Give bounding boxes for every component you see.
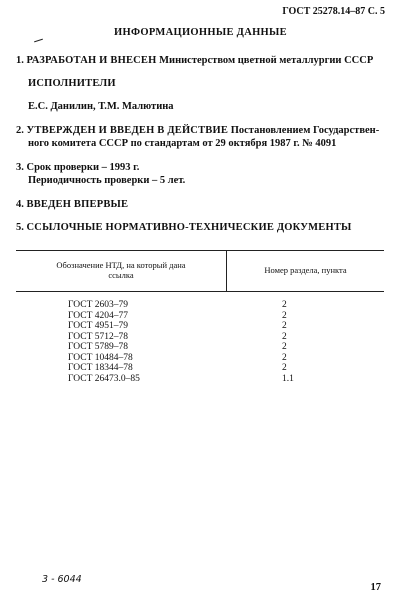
table-cell-ref: 2: [282, 363, 287, 373]
section-heading: УТВЕРЖДЕН И ВВЕДЕН В ДЕЙСТВИЕ: [26, 125, 229, 136]
document-code: ГОСТ 25278.14–87 С. 5: [282, 6, 385, 17]
table-cell-ref: 2: [282, 321, 287, 331]
table-cell-doc: ГОСТ 18344–78: [68, 363, 133, 373]
section-4: [16, 199, 128, 211]
section-heading: ССЫЛОЧНЫЕ НОРМАТИВНО-ТЕХНИЧЕСКИЕ ДОКУМЕНТЫ: [26, 222, 352, 233]
section-number: 1.: [16, 55, 24, 66]
section-number: 3.: [16, 162, 24, 173]
table-header-document: Обозначение НТД, на который дана ссылка: [56, 260, 186, 280]
executors-heading: ИСПОЛНИТЕЛИ: [28, 78, 116, 89]
table-cell-ref: 2: [282, 352, 287, 363]
table-cell-doc: ГОСТ 10484–78: [68, 352, 133, 363]
section-number: 4.: [16, 199, 24, 210]
table-cell-ref: 2: [282, 310, 287, 321]
table-cell-doc: ГОСТ 4951–79: [68, 321, 128, 331]
review-period: Периодичность проверки – 5 лет.: [28, 175, 186, 186]
page-number: 17: [370, 582, 381, 593]
authors: Е.С. Данилин, Т.М. Малютина: [28, 101, 174, 112]
section-text: Постановлением Государствен-: [230, 125, 380, 136]
section-number: 5.: [16, 222, 24, 233]
table-cell-ref: 2: [282, 331, 287, 342]
table-cell-ref: 2: [282, 342, 287, 352]
table-cell-doc: ГОСТ 5712–78: [68, 331, 128, 342]
handwritten-note: 3 - 6044: [42, 574, 82, 585]
table-cell-doc: ГОСТ 5789–78: [68, 342, 128, 352]
page-title: ИНФОРМАЦИОННЫЕ ДАННЫЕ: [114, 27, 287, 38]
section-text: Министерством цветной металлургии СССР: [159, 55, 374, 66]
review-term: Срок проверки – 1993 г.: [26, 162, 140, 173]
section-heading: ВВЕДЕН ВПЕРВЫЕ: [26, 199, 129, 210]
section-number: 2.: [16, 125, 24, 136]
section-2-line2: ного комитета СССР по стандартам от 29 октября 1987 г. № 4091: [28, 138, 337, 149]
table-header-rule: [16, 291, 384, 292]
section-5: [16, 222, 352, 234]
section-3: [16, 162, 139, 174]
section-heading: РАЗРАБОТАН И ВНЕСЕН: [26, 55, 157, 66]
table-cell-doc: ГОСТ 4204–77: [68, 310, 128, 321]
table-cell-ref: 1.1: [282, 373, 294, 384]
table-cell-doc: ГОСТ 26473.0–85: [68, 373, 140, 384]
table-header-section: Номер раздела, пункта: [264, 265, 347, 275]
table-cell-ref: 2: [282, 300, 287, 310]
section-2: [16, 125, 379, 137]
table-cell-doc: ГОСТ 2603–79: [68, 300, 128, 310]
section-1: [16, 55, 373, 67]
pen-mark: [34, 39, 43, 43]
table-top-rule: [16, 250, 384, 251]
